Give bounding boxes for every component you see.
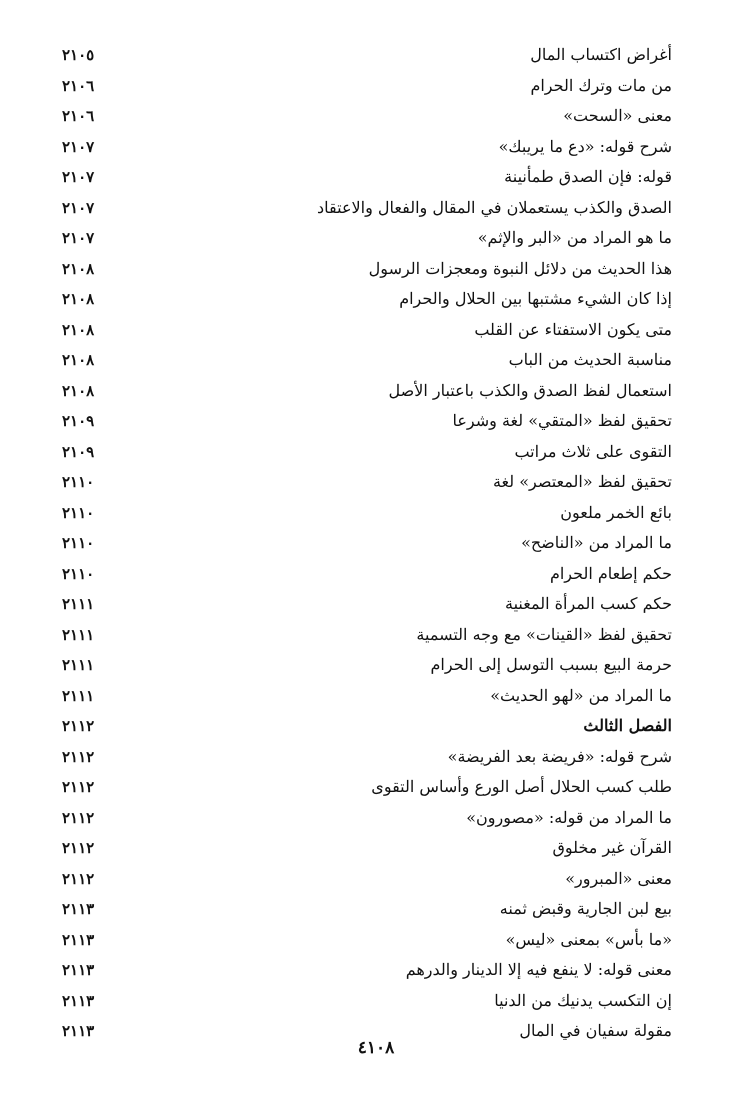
toc-entry-page: ٢١١٠ <box>62 564 95 583</box>
toc-entry-title: استعمال لفظ الصدق والكذب باعتبار الأصل <box>388 380 672 400</box>
section-heading: الفصل الثالث <box>583 716 672 735</box>
table-of-contents <box>62 40 672 1047</box>
toc-entry <box>62 498 672 529</box>
toc-entry-title: قوله: فإن الصدق طمأنينة <box>504 167 672 186</box>
toc-entry-page: ٢١٠٧ <box>62 137 95 156</box>
toc-entry-title: حكم كسب المرأة المغنية <box>505 594 672 613</box>
toc-entry-page: ٢١٠٥ <box>62 46 95 64</box>
toc-entry <box>62 528 672 559</box>
toc-entry <box>62 71 672 102</box>
toc-entry <box>62 376 672 407</box>
toc-entry-page: ٢١١٣ <box>62 991 95 1010</box>
toc-entry-title: حرمة البيع بسبب التوسل إلى الحرام <box>430 655 672 674</box>
toc-entry-page: ٢١١٢ <box>62 808 95 827</box>
page-number: ٤١٠٨ <box>357 1038 395 1058</box>
toc-entry-page: ٢١١١ <box>62 625 95 644</box>
toc-entry-page: ٢١١٣ <box>62 900 95 918</box>
toc-entry-page: ٢١٠٩ <box>62 412 95 430</box>
toc-entry <box>62 803 672 834</box>
toc-entry-title: ما هو المراد من «البر والإثم» <box>477 228 672 247</box>
toc-entry-page: ٢١٠٨ <box>62 320 95 339</box>
toc-entry <box>62 40 672 71</box>
toc-entry-page: ٢١١٠ <box>62 534 95 552</box>
toc-entry-title: من مات وترك الحرام <box>530 75 672 95</box>
toc-entry-title: طلب كسب الحلال أصل الورع وأساس التقوى <box>371 777 672 796</box>
toc-entry-title: ما المراد من «لهو الحديث» <box>490 685 672 705</box>
toc-entry <box>62 833 672 864</box>
toc-entry-page: ٢١١١ <box>62 686 95 705</box>
toc-entry-title: معنى قوله: لا ينفع فيه إلا الدينار والدرهم <box>405 960 672 979</box>
toc-entry-page: ٢١٠٨ <box>62 259 95 278</box>
toc-entry-title: شرح قوله: «فريضة بعد الفريضة» <box>447 746 672 766</box>
toc-entry-page: ٢١١٢ <box>62 747 95 766</box>
toc-entry-title: تحقيق لفظ «المعتصر» لغة <box>492 472 672 491</box>
toc-entry <box>62 101 672 132</box>
toc-entry <box>62 406 672 437</box>
toc-entry-page: ٢١٠٩ <box>62 442 95 461</box>
toc-entry-title: تحقيق لفظ «المتقي» لغة وشرعا <box>452 411 672 430</box>
toc-entry-page: ٢١١١ <box>62 656 95 674</box>
toc-entry-page: ٢١١٠ <box>62 503 95 522</box>
toc-entry <box>62 650 672 681</box>
toc-entry-title: حكم إطعام الحرام <box>549 563 672 583</box>
toc-entry-page: ٢١١٢ <box>62 717 95 735</box>
toc-entry-title: إن التكسب يدنيك من الدنيا <box>494 990 672 1010</box>
toc-entry-title: بيع لبن الجارية وقبض ثمنه <box>499 899 672 918</box>
toc-entry <box>62 132 672 163</box>
toc-entry <box>62 711 672 742</box>
toc-entry-title: القرآن غير مخلوق <box>552 838 672 857</box>
toc-entry-page: ٢١١٣ <box>62 961 95 979</box>
toc-entry-page: ٢١٠٨ <box>62 290 95 308</box>
toc-entry-title: التقوى على ثلاث مراتب <box>514 441 672 461</box>
toc-entry-title: مقولة سفيان في المال <box>519 1021 672 1040</box>
toc-entry-title: ما المراد من قوله: «مصورون» <box>466 807 672 827</box>
toc-entry-page: ٢١٠٧ <box>62 198 95 217</box>
toc-entry <box>62 772 672 803</box>
toc-entry-page: ٢١١١ <box>62 595 95 613</box>
toc-entry-page: ٢١٠٧ <box>62 229 95 247</box>
toc-entry-page: ٢١٠٨ <box>62 381 95 400</box>
toc-entry <box>62 894 672 925</box>
toc-entry-page: ٢١٠٧ <box>62 168 95 186</box>
toc-entry <box>62 955 672 986</box>
toc-entry <box>62 742 672 773</box>
toc-entry <box>62 437 672 468</box>
toc-entry <box>62 315 672 346</box>
toc-entry-title: الصدق والكذب يستعملان في المقال والفعال والاعتقاد <box>317 197 672 217</box>
toc-entry <box>62 467 672 498</box>
toc-entry-page: ٢١١٣ <box>62 1022 95 1040</box>
toc-entry-title: تحقيق لفظ «القينات» مع وجه التسمية <box>416 624 672 644</box>
toc-entry-title: بائع الخمر ملعون <box>560 502 672 522</box>
toc-entry-title: هذا الحديث من دلائل النبوة ومعجزات الرسول <box>368 258 672 278</box>
toc-entry-page: ٢١٠٦ <box>62 107 95 125</box>
toc-entry-title: ما المراد من «الناضح» <box>521 533 672 552</box>
toc-entry-title: معنى «المبرور» <box>565 868 672 888</box>
toc-entry <box>62 223 672 254</box>
toc-entry <box>62 345 672 376</box>
toc-entry <box>62 193 672 224</box>
toc-entry-page: ٢١٠٦ <box>62 76 95 95</box>
toc-entry-title: شرح قوله: «دع ما يريبك» <box>498 136 672 156</box>
toc-entry <box>62 986 672 1017</box>
toc-entry-page: ٢١٠٨ <box>62 351 95 369</box>
toc-entry-title: أغراض اكتساب المال <box>530 45 672 64</box>
toc-entry <box>62 681 672 712</box>
toc-entry <box>62 162 672 193</box>
toc-entry <box>62 589 672 620</box>
toc-entry <box>62 620 672 651</box>
toc-entry-page: ٢١١٢ <box>62 839 95 857</box>
toc-entry-page: ٢١١٢ <box>62 778 95 796</box>
toc-entry <box>62 254 672 285</box>
toc-entry <box>62 864 672 895</box>
toc-entry-title: متى يكون الاستفتاء عن القلب <box>474 319 672 339</box>
toc-entry-page: ٢١١٢ <box>62 869 95 888</box>
toc-entry-title: مناسبة الحديث من الباب <box>508 350 672 369</box>
toc-entry-page: ٢١١٣ <box>62 930 95 949</box>
toc-entry <box>62 925 672 956</box>
toc-entry <box>62 559 672 590</box>
toc-entry <box>62 284 672 315</box>
toc-entry-page: ٢١١٠ <box>62 473 95 491</box>
toc-entry-title: معنى «السحت» <box>563 106 672 125</box>
toc-entry-title: إذا كان الشيء مشتبها بين الحلال والحرام <box>399 289 672 308</box>
toc-entry-title: «ما بأس» بمعنى «ليس» <box>505 929 672 949</box>
